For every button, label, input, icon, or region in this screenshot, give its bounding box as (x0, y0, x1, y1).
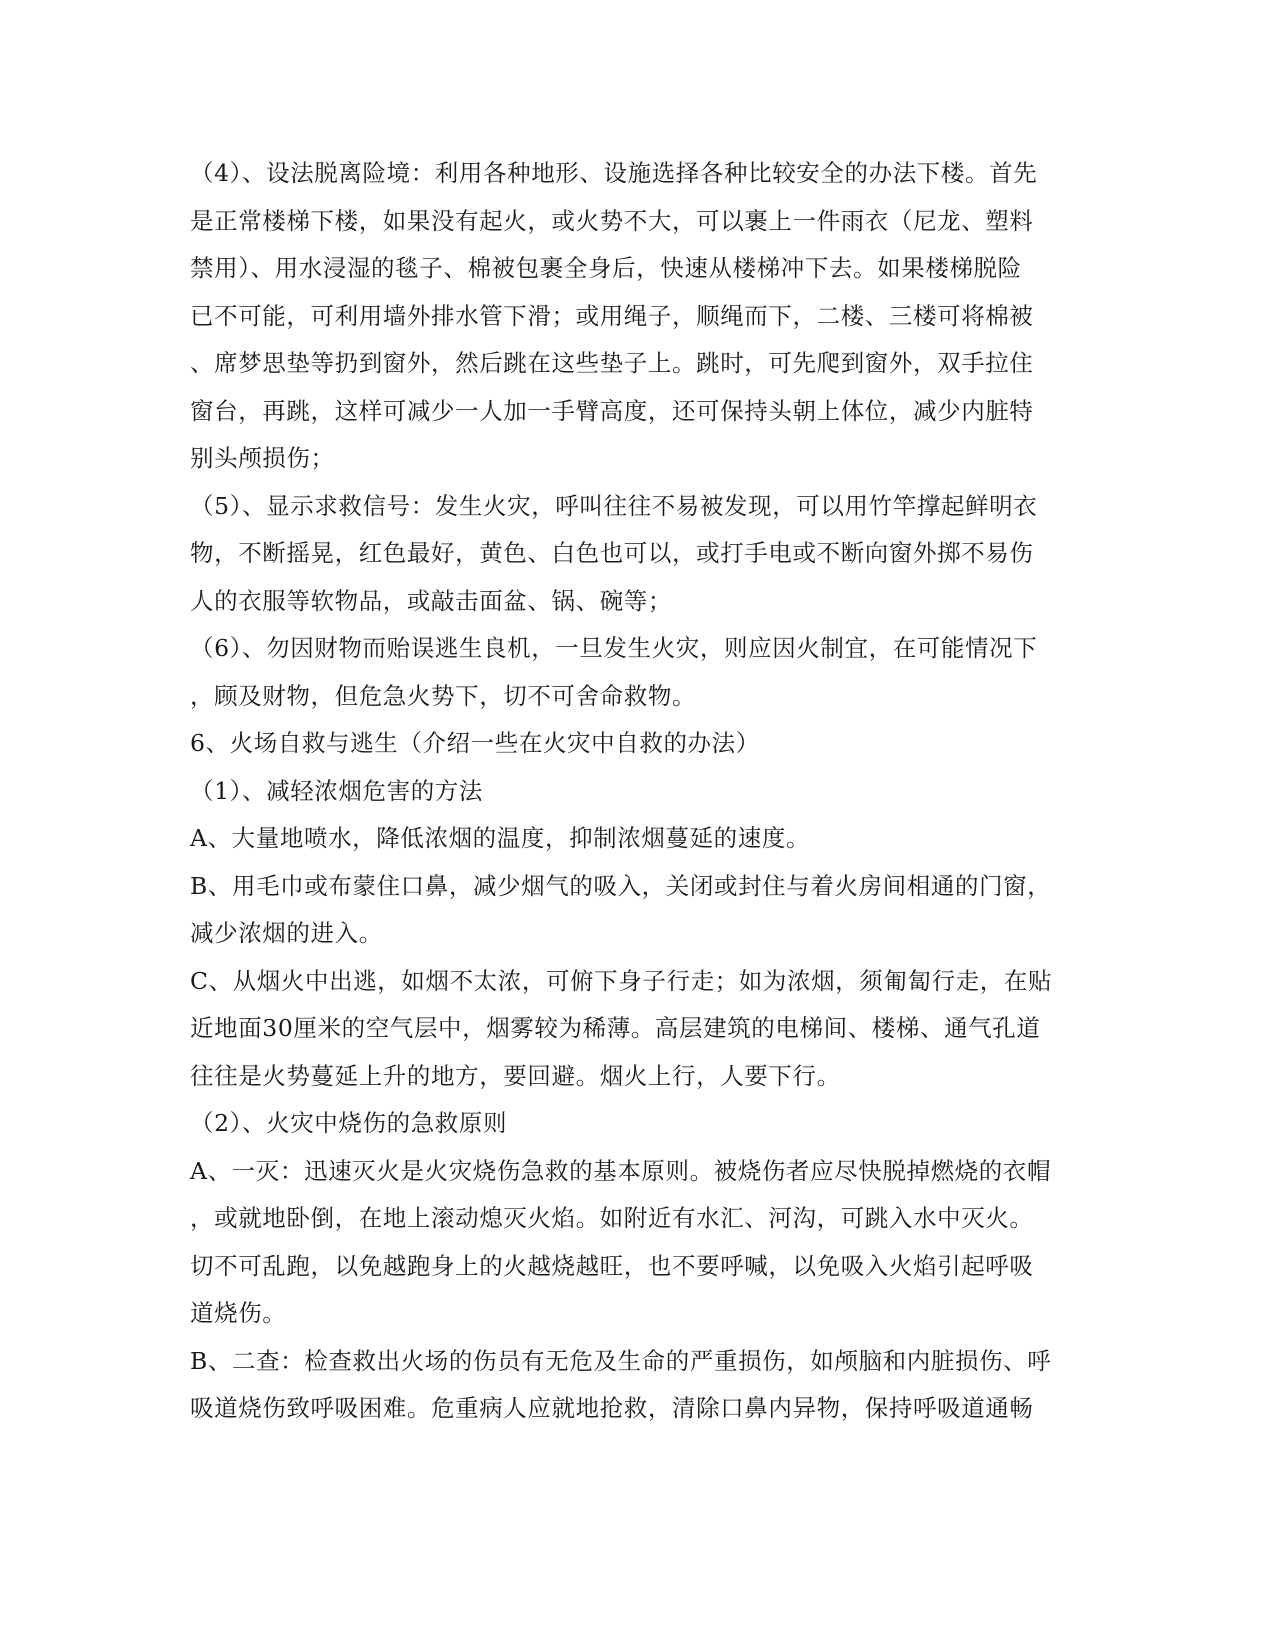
text-line: B、用毛巾或布蒙住口鼻，减少烟气的吸入，关闭或封住与着火房间相通的门窗， (190, 871, 1052, 900)
section-heading: 6、火场自救与逃生（介绍一些在火灾中自救的办法） (190, 729, 760, 757)
text-line: （5）、显示求救信号：发生火灾，呼叫往往不易被发现，可以用竹竿撑起鲜明衣 (190, 491, 1038, 520)
text-line: 别头颅损伤； (190, 444, 335, 472)
text-line: 减少浓烟的进入。 (190, 919, 383, 947)
document-body (190, 150, 1080, 1433)
subsection-heading: （2）、火灾中烧伤的急救原则 (190, 1109, 508, 1137)
text-line: （6）、勿因财物而贻误逃生良机，一旦发生火灾，则应因火制宜，在可能情况下 (190, 634, 1038, 662)
text-line: A、大量地喷水，降低浓烟的温度，抑制浓烟蔓延的速度。 (190, 824, 811, 852)
text-line: C、从烟火中出逃，如烟不太浓，可俯下身子行走；如为浓烟，须匍匐行走，在贴 (190, 966, 1053, 995)
text-line: ，顾及财物，但危急火势下，切不可舍命救物。 (190, 681, 697, 710)
text-line: （4）、设法脱离险境：利用各种地形、设施选择各种比较安全的办法下楼。首先 (190, 159, 1038, 187)
text-line: 禁用）、用水浸湿的毯子、棉被包裹全身后，快速从楼梯冲下去。如果楼梯脱险 (190, 254, 1022, 282)
text-line: 道烧伤。 (190, 1299, 287, 1327)
text-line: 人的衣服等软物品，或敲击面盆、锅、碗等； (190, 586, 672, 615)
text-line: 切不可乱跑，以免越跑身上的火越烧越旺，也不要呼喊，以免吸入火焰引起呼吸 (190, 1251, 1034, 1280)
text-line: B、二查：检查救出火场的伤员有无危及生命的严重损伤，如颅脑和内脏损伤、呼 (190, 1346, 1052, 1375)
subsection-heading: （1）、减轻浓烟危害的方法 (190, 776, 484, 805)
text-line: 物，不断摇晃，红色最好，黄色、白色也可以，或打手电或不断向窗外掷不易伤 (190, 539, 1034, 567)
text-line: 往往是火势蔓延上升的地方，要回避。烟火上行，人要下行。 (190, 1061, 841, 1090)
text-line: 窗台，再跳，这样可减少一人加一手臂高度，还可保持头朝上体位，减少内脏特 (190, 396, 1034, 425)
text-line: ，或就地卧倒，在地上滚动熄灭火焰。如附近有水汇、河沟，可跳入水中灭火。 (190, 1204, 1034, 1232)
text-line: 近地面30厘米的空气层中，烟雾较为稀薄。高层建筑的电梯间、楼梯、通气孔道 (190, 1014, 1041, 1042)
text-line: 、席梦思垫等扔到窗外，然后跳在这些垫子上。跳时，可先爬到窗外，双手拉住 (190, 349, 1034, 377)
text-line: 吸道烧伤致呼吸困难。危重病人应就地抢救，清除口鼻内异物，保持呼吸道通畅 (190, 1394, 1034, 1422)
text-line: A、一灭：迅速灭火是火灾烧伤急救的基本原则。被烧伤者应尽快脱掉燃烧的衣帽 (190, 1156, 1052, 1185)
text-line: 是正常楼梯下楼，如果没有起火，或火势不大，可以裹上一件雨衣（尼龙、塑料 (190, 206, 1034, 235)
text-line: 已不可能，可利用墙外排水管下滑；或用绳子，顺绳而下，二楼、三楼可将棉被 (190, 301, 1034, 330)
